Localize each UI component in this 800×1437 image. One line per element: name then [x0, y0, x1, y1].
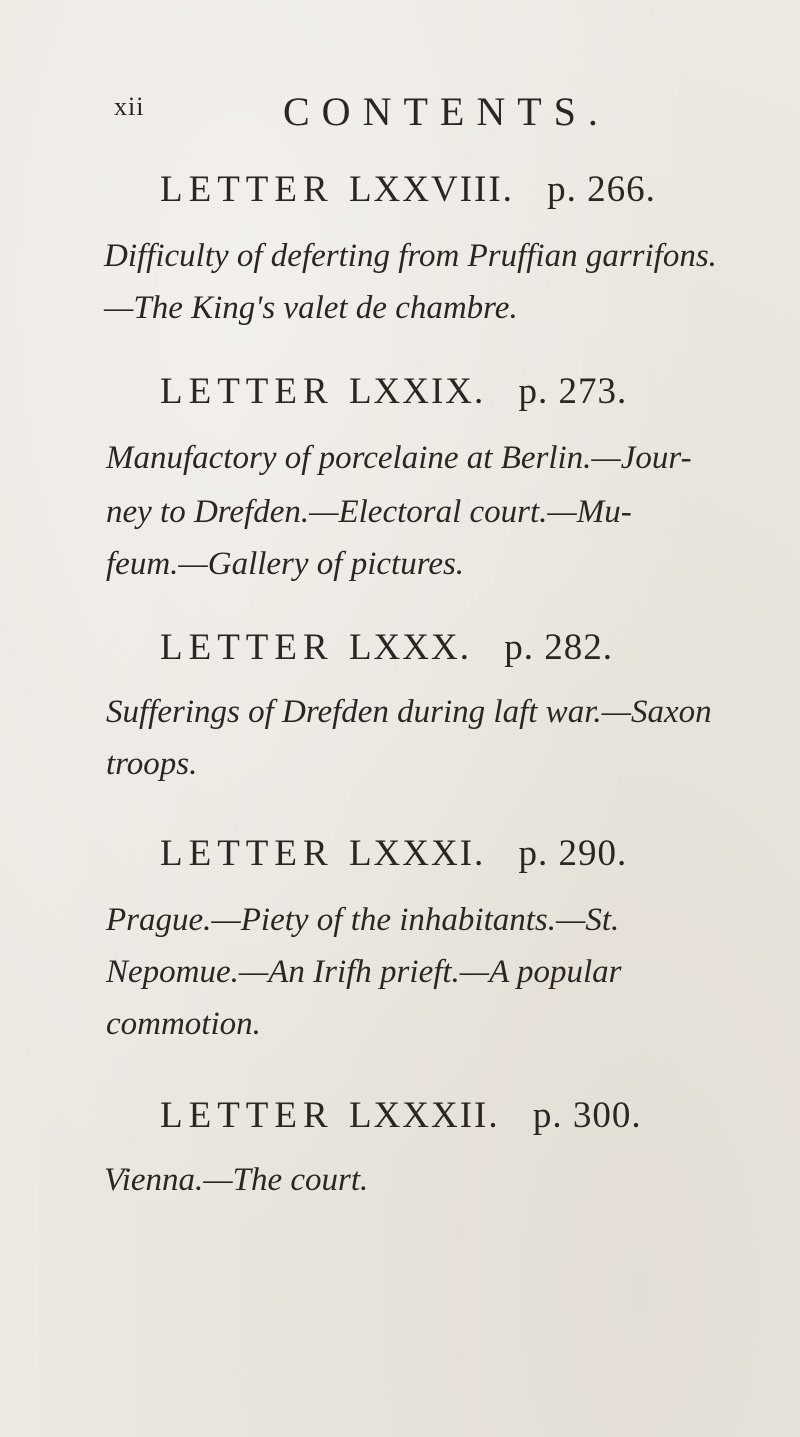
- entry-summary-line: feum.—Gallery of pictures.: [106, 546, 465, 582]
- entry-summary-line: Sufferings of Drefden during laft war.—Saxon: [106, 694, 712, 730]
- entry-summary-line: ney to Drefden.—Electoral court.—Mu-: [106, 494, 632, 530]
- entry-summary-line: —The King's valet de chambre.: [104, 290, 518, 326]
- letter-numeral: LXXVIII.: [348, 169, 514, 210]
- entry-summary-line: Manufactory of porcelaine at Berlin.—Jour-: [106, 440, 692, 476]
- letter-page-ref: p. 300.: [532, 1095, 642, 1136]
- letter-numeral: LXXXII.: [348, 1095, 500, 1136]
- letter-word: LETTER: [160, 169, 334, 210]
- letter-heading: [160, 626, 613, 669]
- letter-heading: [160, 168, 656, 211]
- entry-summary-line: Prague.—Piety of the inhabitants.—St.: [106, 902, 620, 938]
- entry-summary-line: commotion.: [106, 1006, 261, 1042]
- letter-page-ref: p. 282.: [504, 627, 613, 668]
- letter-page-ref: p. 273.: [518, 371, 628, 412]
- entry-summary-line: troops.: [106, 746, 198, 782]
- letter-word: LETTER: [160, 833, 334, 874]
- letter-heading: [160, 370, 627, 413]
- letter-word: LETTER: [160, 627, 334, 668]
- letter-heading: [160, 832, 627, 875]
- entry-summary-line: Vienna.—The court.: [104, 1162, 369, 1198]
- letter-numeral: LXXIX.: [348, 371, 486, 412]
- page-header: [0, 88, 800, 134]
- running-title: CONTENTS.: [283, 89, 610, 134]
- letter-word: LETTER: [160, 371, 334, 412]
- page-number: xii: [114, 92, 145, 121]
- letter-page-ref: p. 290.: [518, 833, 628, 874]
- letter-heading: [160, 1094, 642, 1137]
- letter-word: LETTER: [160, 1095, 334, 1136]
- letter-numeral: LXXX.: [348, 627, 471, 668]
- letter-page-ref: p. 266.: [547, 169, 656, 210]
- entry-summary-line: Nepomue.—An Irifh prieft.—A popular: [106, 954, 622, 990]
- letter-numeral: LXXXI.: [348, 833, 486, 874]
- entry-summary-line: Difficulty of deferting from Pruffian garrifons.: [104, 238, 717, 274]
